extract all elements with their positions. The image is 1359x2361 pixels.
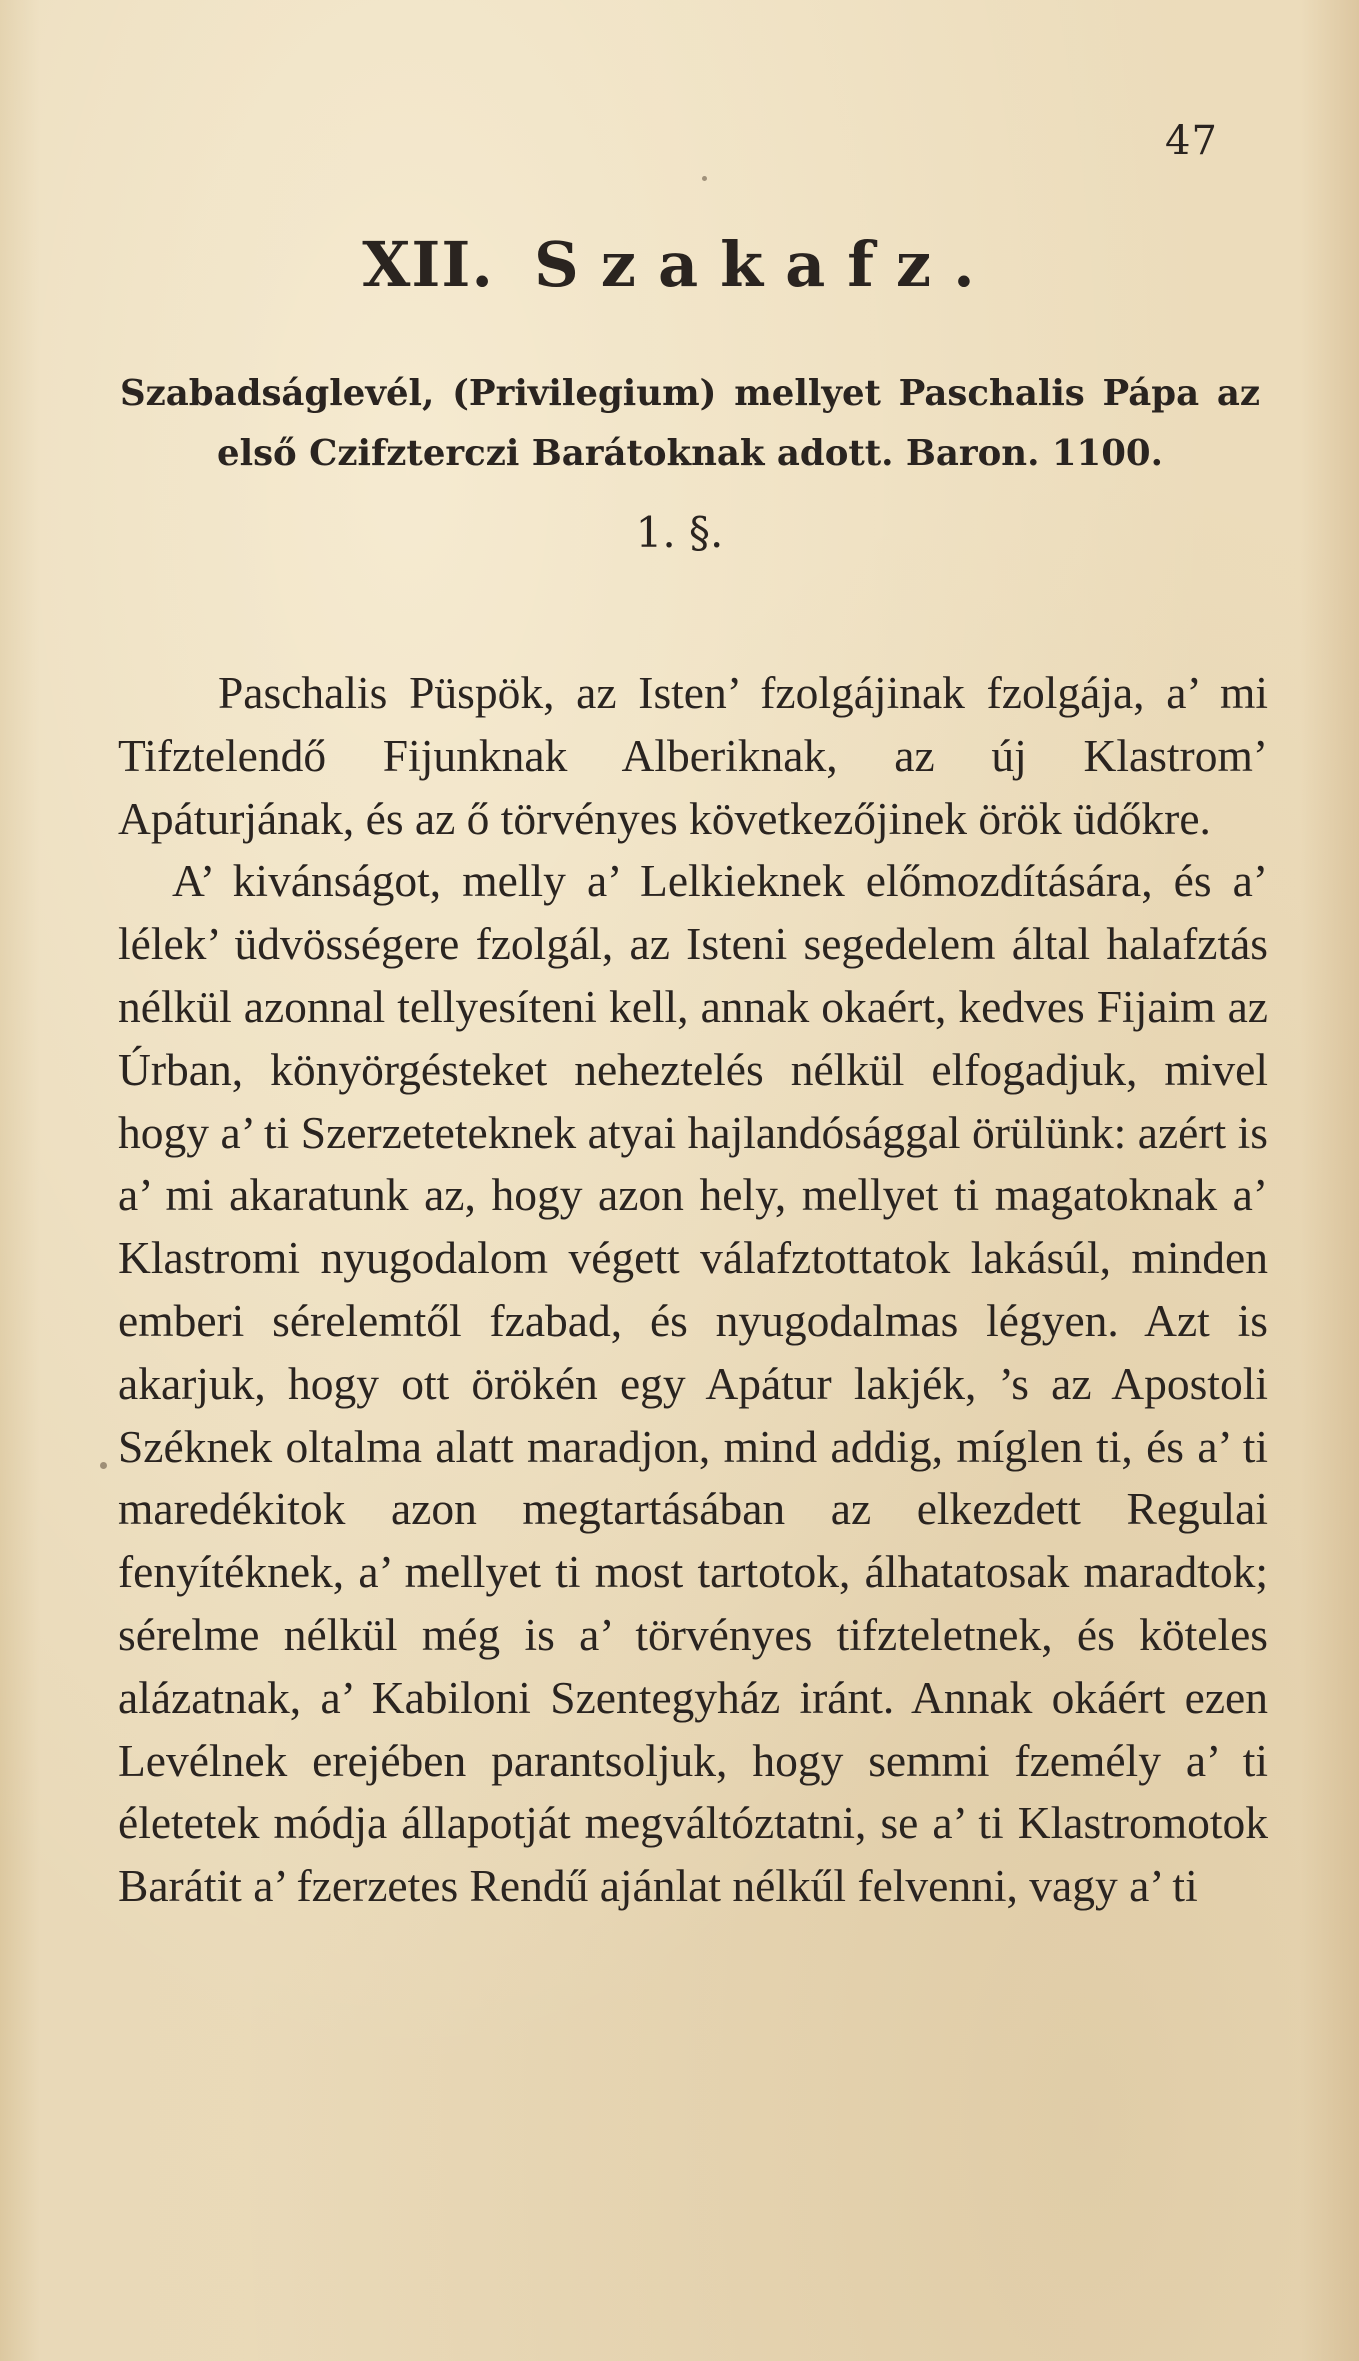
- chapter-heading: [0, 228, 1359, 301]
- chapter-number: XII.: [362, 228, 494, 301]
- page-number: 47: [1165, 118, 1218, 164]
- ink-speck-icon: [702, 176, 707, 181]
- paragraph-2: A’ kivánságot, melly a’ Lelkieknek előmozdítására, és a’ lélek’ üdvösségere fzolgál, az Isteni segedelem által halafztás nélkül azonnal tellyesíteni kell, annak okaért, kedves Fijaim az Úrban, könyörgésteket neheztelés nélkül elfogadjuk, mivel hogy a’ ti Szerzeteteknek atyai hajlandósággal örülünk: azért is a’ mi akaratunk az, hogy azon hely, mellyet ti magatoknak a’ Klastromi nyugodalom végett válafztottatok lakásúl, minden emberi sérelemtől fzabad, és nyugodalmas légyen. Azt is akarjuk, hogy ott örökén egy Apátur lakjék, ’s az Apostoli Széknek oltalma alatt maradjon, mind addig, míglen ti, és a’ ti maredékitok azon megtartásában az elkezdett Regulai fenyítéknek, a’ mellyet ti most tartotok, álhatatosak maradtok; sérelme nélkül még is a’ törvényes tifzteletnek, és köteles alázatnak, a’ Kabiloni Szentegyház iránt. Annak okáért ezen Levélnek erejében parantsoljuk, hogy semmi fzemély a’ ti életetek módja állapotját megváltóztatni, se a’ ti Klastromotok Barátit a’ fzerzetes Rendű ajánlat nélkűl felvenni, vagy a’ ti: [118, 855, 1268, 1912]
- chapter-subtitle: Szabadságlevél, (Privilegium) mellyet Paschalis Pápa az első Czifzterczi Barátoknak adott. Baron. 1100.: [120, 373, 1260, 474]
- body-text: [118, 662, 1268, 1918]
- ink-speck-icon: [100, 1462, 107, 1469]
- section-mark: 1. §.: [635, 508, 724, 557]
- chapter-word: Szakafz.: [533, 228, 997, 301]
- paragraph-1: Paschalis Püspök, az Isten’ fzolgájinak fzolgája, a’ mi Tifztelendő Fijunknak Alberiknak, az új Klastrom’ Apáturjának, és az ő törvényes következőjinek örök üdőkre.: [118, 667, 1268, 844]
